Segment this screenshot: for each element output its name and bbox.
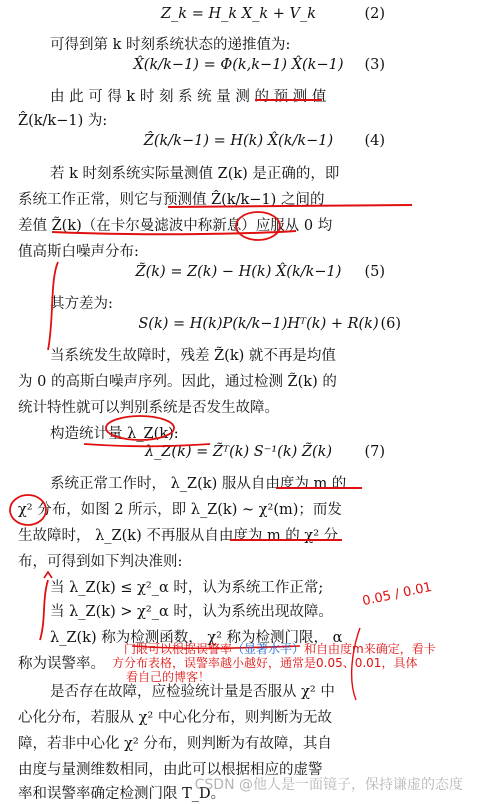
paragraph-line: 生故障时， λ_Z(k) 不再服从自由度为 m 的 χ² 分 bbox=[18, 528, 339, 544]
decision-rule-normal: 当 λ_Z(k) ≤ χ²_α 时，认为系统工作正常; bbox=[50, 580, 324, 596]
csdn-watermark: CSDN @他人是一面镜子，保持谦虚的态度 bbox=[194, 777, 463, 793]
paragraph-line: Ẑ(k/k−1) 为: bbox=[18, 113, 108, 129]
annotation-note-line-3: 看自己的博客！ bbox=[126, 670, 211, 684]
equation-text: Ẑ(k/k−1) = H(k) X̂(k/k−1) bbox=[143, 133, 334, 149]
circle-mark bbox=[236, 212, 280, 240]
circle-mark bbox=[10, 495, 46, 525]
paragraph-line: 率和误警率确定检测门限 T_D。 bbox=[18, 786, 226, 802]
paragraph-line: 构造统计量 λ_Z(k): bbox=[50, 426, 179, 442]
paragraph-line: 称为误警率。 bbox=[18, 656, 105, 672]
paragraph-line: 布，可得到如下判决准则: bbox=[18, 554, 183, 570]
bracket-mark bbox=[48, 262, 58, 350]
paragraph-line: 若 k 时刻系统实际量测值 Z(k) 是正确的，即 bbox=[50, 166, 340, 182]
decision-rule-fault: 当 λ_Z(k) > χ²_α 时，认为系统出现故障。 bbox=[50, 604, 333, 620]
equation-number: (5) bbox=[364, 264, 385, 280]
circle-mark bbox=[106, 416, 174, 440]
paragraph-line: 心化分布，若服从 χ² 中心化分布，则判断为无故 bbox=[18, 710, 332, 726]
annotation-text: 门限可以根据误警率 bbox=[124, 642, 233, 656]
equation-number: (2) bbox=[364, 6, 385, 22]
paragraph-line: χ² 分布，如图 2 所示，即 λ_Z(k) ~ χ²(m)；而发 bbox=[18, 502, 342, 518]
annotation-note-line-1 bbox=[124, 642, 436, 656]
paragraph-line: 系统正常工作时， λ_Z(k) 服从自由度为 m 的 bbox=[50, 476, 347, 492]
equation-text: Z_k = H_k X_k + V_k bbox=[160, 6, 316, 22]
paragraph-line: 可得到第 k 时刻系统状态的递推值为: bbox=[50, 37, 291, 53]
paragraph-line: λ_Z(k) 称为检测函数， χ² 称为检测门限， α bbox=[50, 630, 343, 646]
equation-text: S(k) = H(k)P(k/k−1)Hᵀ(k) + R(k) bbox=[138, 316, 379, 332]
equation-number: (4) bbox=[364, 133, 385, 149]
annotation-text: 和自由度m来确定，看卡 bbox=[304, 642, 436, 656]
bracket-mark bbox=[40, 580, 48, 640]
paragraph-line: 障，若非中心化 χ² 分布，则判断为有故障，其自 bbox=[18, 736, 332, 752]
paragraph-line: 为 0 的高斯白噪声序列。因此，通过检测 Z̃(k) 的 bbox=[18, 374, 337, 390]
equation-text: λ_Z(k) = Z̃ᵀ(k) S⁻¹(k) Z̃(k) bbox=[144, 444, 333, 460]
underline-mark bbox=[84, 444, 210, 446]
paragraph-line: 当系统发生故障时，残差 Z̃(k) 就不再是均值 bbox=[50, 348, 336, 364]
paragraph-line: 由度与量测维数相同，由此可以根据相应的虚警 bbox=[18, 762, 323, 778]
arrow-mark bbox=[44, 572, 52, 578]
paragraph-line: 差值 Z̃(k)（在卡尔曼滤波中称新息）应服从 0 均 bbox=[18, 218, 333, 234]
underline-mark bbox=[168, 205, 412, 207]
handwritten-note: 0.05 / 0.01 bbox=[361, 579, 434, 610]
paragraph-line: 系统工作正常，则它与预测值 Ẑ(k/k−1) 之间的 bbox=[18, 192, 325, 208]
paragraph-line: 其方差为: bbox=[50, 296, 113, 312]
paragraph-line: 统计特性就可以判别系统是否发生故障。 bbox=[18, 400, 279, 416]
paragraph-line: 是否存在故障，应检验统计量是否服从 χ² 中 bbox=[50, 684, 335, 700]
equation-number: (7) bbox=[364, 444, 385, 460]
equation-number: (6) bbox=[380, 316, 401, 332]
annotation-note-line-2: 方分布表格，误警率越小越好，通常是0.05、0.01，具体 bbox=[112, 656, 418, 670]
annotation-highlight-text: （显著水平） bbox=[232, 642, 305, 656]
underline-mark bbox=[52, 231, 296, 234]
equation-text: Z̃(k) = Z(k) − H(k) X̂(k/k−1) bbox=[135, 264, 342, 280]
paragraph-line: 由 此 可 得 k 时 刻 系 统 量 测 的 预 测 值 bbox=[50, 89, 327, 105]
paragraph-line: 值高斯白噪声分布: bbox=[18, 244, 139, 260]
equation-number: (3) bbox=[364, 57, 385, 73]
equation-text: X̂(k/k−1) = Φ(k,k−1) X̂(k−1) bbox=[133, 57, 344, 73]
